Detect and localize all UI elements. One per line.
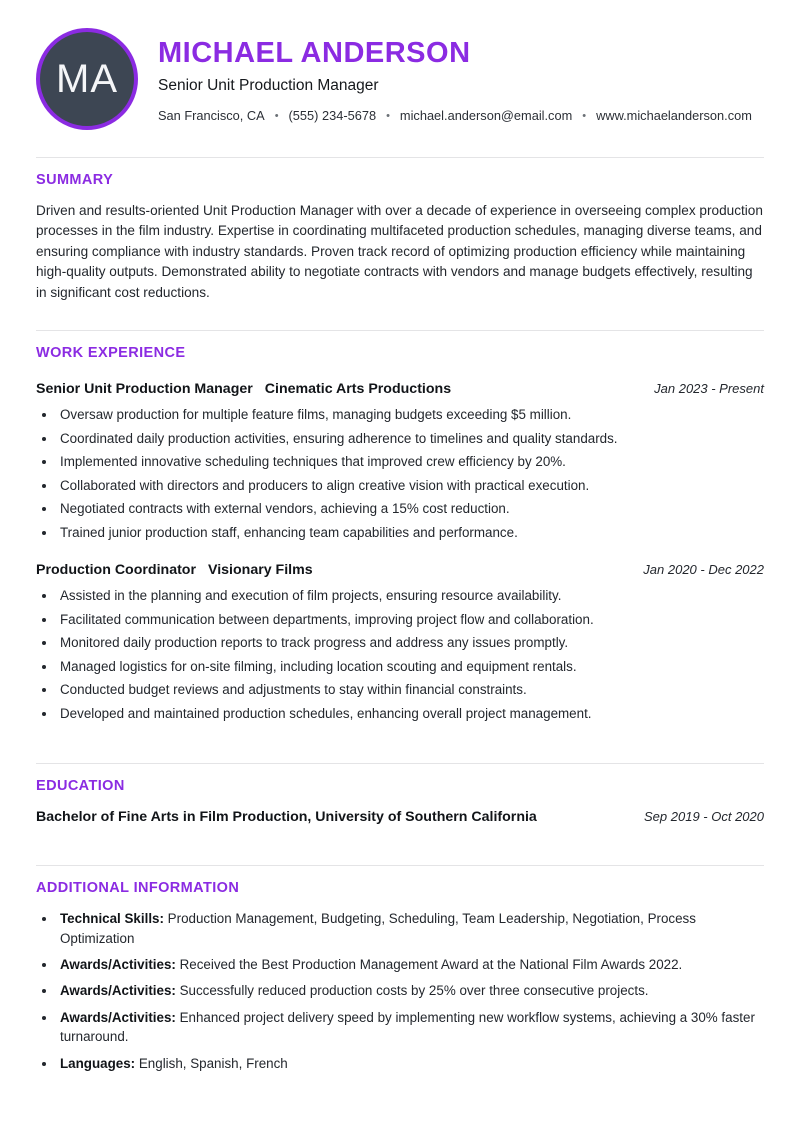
job-bullet: • Monitored daily production reports to track progress and address any issues promptly. bbox=[57, 634, 764, 652]
job-bullet: • Trained junior production staff, enhancing team capabilities and performance. bbox=[57, 524, 764, 542]
job-dates: Jan 2020 - Dec 2022 bbox=[643, 562, 764, 578]
contact-row bbox=[158, 108, 752, 123]
additional-info-heading: ADDITIONAL INFORMATION bbox=[36, 880, 240, 897]
info-item-label: Languages: bbox=[60, 1055, 136, 1071]
job-entry bbox=[36, 562, 764, 723]
info-item bbox=[57, 955, 764, 974]
education-dates: Sep 2019 - Oct 2020 bbox=[644, 809, 764, 825]
avatar bbox=[36, 28, 138, 130]
job-bullet: • Managed logistics for on-site filming, including location scouting and equipment rentals. bbox=[57, 658, 764, 676]
info-item-label: Awards/Activities: bbox=[60, 1009, 176, 1025]
info-item-text: Enhanced project delivery speed by implementing new workflow systems, achieving a 30% faster turnaround. bbox=[60, 1009, 755, 1045]
info-item bbox=[57, 909, 764, 948]
contact-email: michael.anderson@email.com bbox=[399, 108, 573, 123]
job-bullet: • Negotiated contracts with external vendors, achieving a 15% cost reduction. bbox=[57, 500, 764, 518]
info-item-text: Production Management, Budgeting, Scheduling, Team Leadership, Negotiation, Process Optimization bbox=[60, 911, 696, 946]
contact-separator: • bbox=[274, 109, 279, 122]
job-bullet: • Coordinated daily production activities, ensuring adherence to timelines and quality standards. bbox=[57, 430, 764, 448]
job-bullet: • Collaborated with directors and producers to align creative vision with practical execution. bbox=[57, 477, 764, 495]
summary-section bbox=[36, 157, 764, 303]
summary-heading: SUMMARY bbox=[36, 172, 114, 188]
job-company: Cinematic Arts Productions bbox=[264, 380, 452, 397]
header-text bbox=[158, 35, 752, 123]
job-title-line bbox=[36, 562, 313, 578]
job-title-line bbox=[36, 381, 451, 397]
work-experience-section bbox=[36, 330, 764, 723]
job-dates: Jan 2023 - Present bbox=[654, 380, 764, 396]
resume-header bbox=[36, 28, 764, 130]
job-bullet: • Assisted in the planning and execution of film projects, ensuring resource availability. bbox=[57, 587, 764, 605]
job-bullet: • Oversaw production for multiple feature films, managing budgets exceeding $5 million. bbox=[57, 406, 764, 424]
education-degree: Bachelor of Fine Arts in Film Production, University of Southern California bbox=[36, 809, 537, 826]
info-item-text: Successfully reduced production costs by 25% over three consecutive projects. bbox=[175, 983, 649, 999]
contact-phone: (555) 234-5678 bbox=[288, 108, 377, 123]
job-company: Visionary Films bbox=[208, 562, 313, 579]
job-bullet-list bbox=[36, 587, 764, 723]
additional-info-section bbox=[36, 865, 764, 1073]
work-experience-heading: WORK EXPERIENCE bbox=[36, 344, 186, 361]
job-header bbox=[36, 381, 764, 397]
job-bullet: • Facilitated communication between departments, improving project flow and collaboration. bbox=[57, 611, 764, 629]
education-heading: EDUCATION bbox=[36, 778, 125, 795]
info-item-text: English, Spanish, French bbox=[135, 1055, 288, 1071]
job-title: Senior Unit Production Manager bbox=[36, 380, 253, 397]
education-entry bbox=[36, 809, 764, 825]
info-item bbox=[57, 981, 764, 1000]
job-header bbox=[36, 562, 764, 578]
info-item-text: Received the Best Production Management Award at the National Film Awards 2022. bbox=[175, 956, 683, 972]
info-item-label: Awards/Activities: bbox=[60, 956, 176, 972]
education-section bbox=[36, 763, 764, 825]
job-entry bbox=[36, 381, 764, 542]
info-item bbox=[57, 1008, 764, 1047]
info-item-label: Awards/Activities: bbox=[60, 983, 176, 999]
candidate-title: Senior Unit Production Manager bbox=[158, 77, 379, 94]
info-item-label: Technical Skills: bbox=[60, 911, 164, 927]
job-bullet: • Implemented innovative scheduling techniques that improved crew efficiency by 20%. bbox=[57, 453, 764, 471]
job-title: Production Coordinator bbox=[36, 562, 196, 579]
job-bullet: • Conducted budget reviews and adjustments to stay within financial constraints. bbox=[57, 681, 764, 699]
summary-text: Driven and results-oriented Unit Production Manager with over a decade of experience in overseeing complex production processes in the film industry. Expertise in coordinating multifaceted production schedules, managing diverse teams, and ensuring compliance with industry standards. Proven track record of optimizing production efficiency while maintaining high-quality outputs. Demonstrated ability to negotiate contracts with vendors and manage budgets effectively, resulting in significant cost reductions. bbox=[36, 203, 763, 300]
contact-separator: • bbox=[582, 109, 587, 122]
job-bullet: • Developed and maintained production schedules, enhancing overall project management. bbox=[57, 705, 764, 723]
contact-location: San Francisco, CA bbox=[158, 108, 265, 123]
additional-info-list bbox=[36, 909, 764, 1073]
job-bullet-list bbox=[36, 406, 764, 542]
candidate-name: MICHAEL ANDERSON bbox=[158, 37, 471, 69]
contact-separator: • bbox=[386, 109, 390, 122]
info-item bbox=[57, 1054, 764, 1073]
contact-website: www.michaelanderson.com bbox=[596, 108, 752, 123]
avatar-initials: MA bbox=[56, 56, 118, 101]
